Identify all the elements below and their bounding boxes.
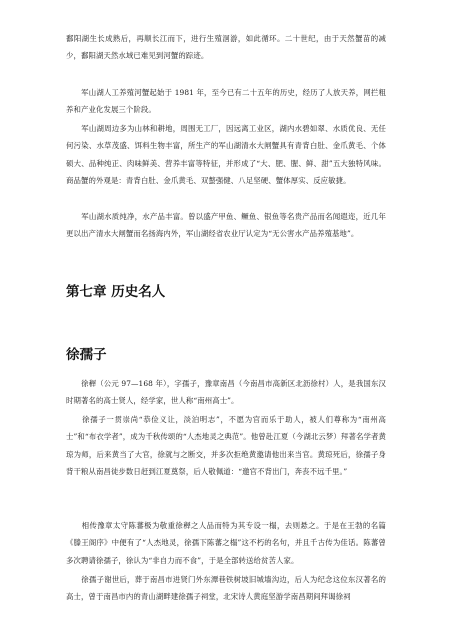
paragraph-aquatic-products: 军山湖水质纯净，水产品丰富。曾以盛产甲鱼、鳜鱼、银鱼等名贵产品而名闻遐迩，近几年更以出产清水大闸蟹而名扬海内外，军山湖经省农业厅认定为“无公害水产品养殖基地”。	[66, 212, 386, 239]
paragraph-lake-environment: 军山湖周边多为山林和耕地，周围无工厂，因远离工业区，湖内水碧如翠、水质优良、无任何污染、水草茂盛、饵料生物丰富，所生产的军山湖清水大闸蟹具有青背白肚、金爪黄毛、个体硕大、品种纯正、肉味鲜美、营养丰富等特征，并形成了“大、肥、腥、鲜、甜”五大独特风味。商品蟹的外观是：青背白肚、金爪黄毛、双螯强健、八足坚硬、蟹体厚实、反应敏捷。	[66, 124, 386, 186]
paragraph-biography-memorial: 徐孺子谢世后，葬于南昌市进贤门外东潭巷铁树坡旧城墙沟边，后人为纪念这位东汉著名的高士，曾于南昌市内的青山湖畔建徐孺子祠堂，北宋诗人黄庭坚游学南昌期间拜谒徐祠	[66, 575, 386, 602]
paragraph-farming-history: 军山湖人工养殖河蟹起始于 1981 年，至今已有二十五年的历史，经历了人放天养，网拦粗养和产业化发展三个阶段。	[66, 88, 386, 115]
chapter-heading: 第七章 历史名人	[66, 284, 166, 300]
person-heading: 徐孺子	[66, 347, 107, 363]
paragraph-biography-legend: 相传豫章太守陈蕃极为敬重徐稺之人品而特为其专设一榻，去则悬之。于是在王勃的名篇《滕王阁序》中便有了“人杰地灵，徐孺下陈蕃之榻”这不朽的名句，并且千古传为佳话。陈蕃曾多次聘请徐孺子，徐认为“非自力而不食”，于是全部转送给贫苦人家。	[66, 521, 386, 565]
paragraph-biography-intro: 徐稺（公元 97—168 年），字孺子，豫章南昌（今南昌市高新区北沥徐村）人，是我国东汉时期著名的高士贤人，经学家，世人称“南州高士”。	[66, 379, 386, 406]
paragraph-biography-character: 徐孺子一贯崇尚“恭俭义让，淡泊明志”，不愿为官而乐于助人，被人们尊称为“南州高士”和“布衣学者”，成为千秋传颂的“人杰地灵之典范”。他曾赴江夏（今湖北云梦）拜著名学者黄琼为师，后来黄当了大官，徐就与之断交，并多次拒绝黄邀请他出来当官。黄琼死后，徐孺子身背干粮从南昌徒步数日赶到江夏奠祭，后人敬佩道：“邀官不背出门，奔丧不远千里。”	[66, 415, 386, 477]
paragraph-crab-migration: 鄱阳湖生长成熟后，再顺长江而下，进行生殖洄游，如此循环。二十世纪，由于天然蟹苗的减少，鄱阳湖天然水域已难见到河蟹的踪迹。	[66, 34, 386, 61]
